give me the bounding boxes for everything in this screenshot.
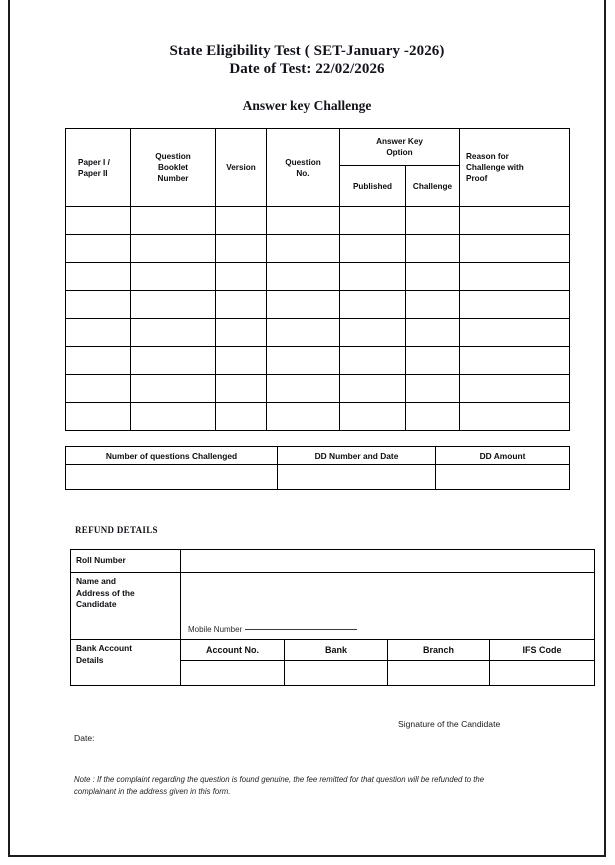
- cell-version[interactable]: [216, 375, 267, 403]
- name-address-label-line-3: Candidate: [76, 599, 117, 609]
- cell-reason[interactable]: [460, 319, 570, 347]
- field-branch[interactable]: [388, 661, 490, 686]
- column-header-bank: Bank: [285, 640, 388, 661]
- cell-booklet[interactable]: [131, 319, 216, 347]
- paper-label-line-2: Paper II: [78, 168, 108, 178]
- cell-published[interactable]: [340, 403, 406, 431]
- reason-label-line-2: Challenge with: [466, 163, 524, 172]
- cell-paper[interactable]: [66, 207, 131, 235]
- refund-details-table-container: [70, 549, 595, 686]
- bank-details-label-line-1: Bank Account: [76, 643, 132, 653]
- challenge-header-row-group: [66, 129, 570, 166]
- mobile-number-underline: [245, 629, 357, 630]
- label-name-and-address-of-candidate: [71, 573, 181, 640]
- field-bank[interactable]: [285, 661, 388, 686]
- cell-question-no[interactable]: [267, 375, 340, 403]
- cell-paper[interactable]: [66, 235, 131, 263]
- refund-details-section-label: REFUND DETAILS: [75, 525, 158, 535]
- table-row: [66, 291, 570, 319]
- column-header-dd-amount: DD Amount: [436, 447, 570, 465]
- answer-key-option-line-1: Answer Key: [376, 137, 423, 146]
- column-header-answer-key-option: [340, 129, 460, 166]
- challenge-summary-table: [65, 446, 570, 490]
- label-roll-number: Roll Number: [71, 550, 181, 573]
- field-roll-number[interactable]: [181, 550, 595, 573]
- cell-paper[interactable]: [66, 347, 131, 375]
- cell-version[interactable]: [216, 207, 267, 235]
- reason-label-line-1: Reason for: [466, 152, 509, 161]
- cell-challenge[interactable]: [406, 291, 460, 319]
- field-account-no[interactable]: [181, 661, 285, 686]
- column-header-reason-for-challenge: [460, 129, 570, 207]
- document-page: [8, 0, 606, 857]
- cell-published[interactable]: [340, 207, 406, 235]
- document-header: [10, 0, 604, 114]
- cell-booklet[interactable]: [131, 403, 216, 431]
- label-bank-account-details: [71, 640, 181, 686]
- cell-published[interactable]: [340, 319, 406, 347]
- challenge-table-head: [66, 129, 570, 207]
- exam-date-line: Date of Test: 22/02/2026: [229, 61, 385, 77]
- cell-reason[interactable]: [460, 375, 570, 403]
- field-dd-amount[interactable]: [436, 465, 570, 490]
- table-row: [66, 207, 570, 235]
- cell-reason[interactable]: [460, 403, 570, 431]
- cell-reason[interactable]: [460, 347, 570, 375]
- summary-header-row: [66, 447, 570, 465]
- field-ifs-code[interactable]: [490, 661, 595, 686]
- paper-label-line-1: Paper I /: [78, 157, 110, 167]
- column-header-account-no: Account No.: [181, 640, 285, 661]
- answer-key-challenge-table: [65, 128, 570, 431]
- table-row: [66, 235, 570, 263]
- booklet-label-line-2: Booklet: [157, 163, 189, 172]
- field-dd-number-and-date[interactable]: [278, 465, 436, 490]
- bank-details-label-line-2: Details: [76, 654, 104, 665]
- cell-question-no[interactable]: [267, 263, 340, 291]
- signature-of-candidate-label: Signature of the Candidate: [398, 719, 501, 729]
- roll-number-row: [71, 550, 595, 573]
- field-number-of-questions-challenged[interactable]: [66, 465, 278, 490]
- cell-version[interactable]: [216, 235, 267, 263]
- cell-challenge[interactable]: [406, 235, 460, 263]
- cell-question-no[interactable]: [267, 403, 340, 431]
- name-address-row: [71, 573, 595, 640]
- cell-challenge[interactable]: [406, 403, 460, 431]
- cell-reason[interactable]: [460, 263, 570, 291]
- challenge-summary-table-container: [65, 446, 570, 490]
- question-no-label-line-1: Question: [285, 157, 321, 167]
- cell-reason[interactable]: [460, 235, 570, 263]
- column-header-challenge: Challenge: [406, 166, 460, 207]
- cell-challenge[interactable]: [406, 207, 460, 235]
- booklet-label-line-3: Number: [157, 174, 189, 183]
- cell-challenge[interactable]: [406, 263, 460, 291]
- table-row: [66, 375, 570, 403]
- column-header-paper: [66, 129, 131, 207]
- name-address-label-line-1: Name and: [76, 576, 117, 586]
- table-row: [66, 319, 570, 347]
- column-header-branch: Branch: [388, 640, 490, 661]
- bank-details-header-row: [71, 640, 595, 661]
- column-header-version: Version: [216, 129, 267, 207]
- question-no-label-line-2: No.: [296, 168, 310, 178]
- cell-paper[interactable]: [66, 375, 131, 403]
- cell-booklet[interactable]: [131, 207, 216, 235]
- cell-challenge[interactable]: [406, 319, 460, 347]
- cell-published[interactable]: [340, 347, 406, 375]
- cell-question-no[interactable]: [267, 319, 340, 347]
- cell-paper[interactable]: [66, 319, 131, 347]
- summary-value-row: [66, 465, 570, 490]
- table-row: [66, 403, 570, 431]
- column-header-ifs-code: IFS Code: [490, 640, 595, 661]
- cell-booklet[interactable]: [131, 347, 216, 375]
- answer-key-challenge-table-container: [65, 128, 570, 431]
- reason-label-line-3: Proof: [466, 174, 488, 183]
- label-mobile-number: Mobile Number: [188, 625, 243, 634]
- cell-version[interactable]: [216, 263, 267, 291]
- cell-question-no[interactable]: [267, 235, 340, 263]
- cell-challenge[interactable]: [406, 375, 460, 403]
- column-header-dd-number-and-date: DD Number and Date: [278, 447, 436, 465]
- cell-booklet[interactable]: [131, 263, 216, 291]
- name-address-label-line-2: Address of the: [76, 587, 135, 598]
- column-header-question-booklet-number: [131, 129, 216, 207]
- table-row: [66, 263, 570, 291]
- cell-paper[interactable]: [66, 403, 131, 431]
- cell-published[interactable]: [340, 375, 406, 403]
- cell-version[interactable]: [216, 347, 267, 375]
- cell-question-no[interactable]: [267, 207, 340, 235]
- cell-question-no[interactable]: [267, 347, 340, 375]
- cell-published[interactable]: [340, 291, 406, 319]
- field-name-and-address-of-candidate[interactable]: [181, 573, 595, 640]
- column-header-published: Published: [340, 166, 406, 207]
- cell-question-no[interactable]: [267, 291, 340, 319]
- column-header-question-no: [267, 129, 340, 207]
- refund-details-table: [70, 549, 595, 686]
- cell-paper[interactable]: [66, 291, 131, 319]
- cell-booklet[interactable]: [131, 375, 216, 403]
- cell-reason[interactable]: [460, 291, 570, 319]
- answer-key-option-line-2: Option: [386, 148, 413, 157]
- cell-paper[interactable]: [66, 263, 131, 291]
- exam-title-line-1: State Eligibility Test ( SET-January -2026): [169, 43, 445, 59]
- challenge-table-body: [66, 207, 570, 431]
- cell-booklet[interactable]: [131, 291, 216, 319]
- mobile-number-field-group[interactable]: [181, 625, 594, 639]
- cell-published[interactable]: [340, 263, 406, 291]
- cell-version[interactable]: [216, 291, 267, 319]
- table-row: [66, 347, 570, 375]
- cell-reason[interactable]: [460, 207, 570, 235]
- cell-version[interactable]: [216, 319, 267, 347]
- date-label: Date:: [74, 733, 95, 743]
- booklet-label-line-1: Question: [155, 152, 191, 161]
- cell-booklet[interactable]: [131, 235, 216, 263]
- cell-published[interactable]: [340, 235, 406, 263]
- column-header-number-of-questions-challenged: Number of questions Challenged: [66, 447, 278, 465]
- footer-note: Note : If the complaint regarding the question is found genuine, the fee remitted for that question will be refunded to the complainant in the address given in this form.: [74, 775, 485, 796]
- cell-challenge[interactable]: [406, 347, 460, 375]
- page-title: Answer key Challenge: [242, 98, 372, 113]
- cell-version[interactable]: [216, 403, 267, 431]
